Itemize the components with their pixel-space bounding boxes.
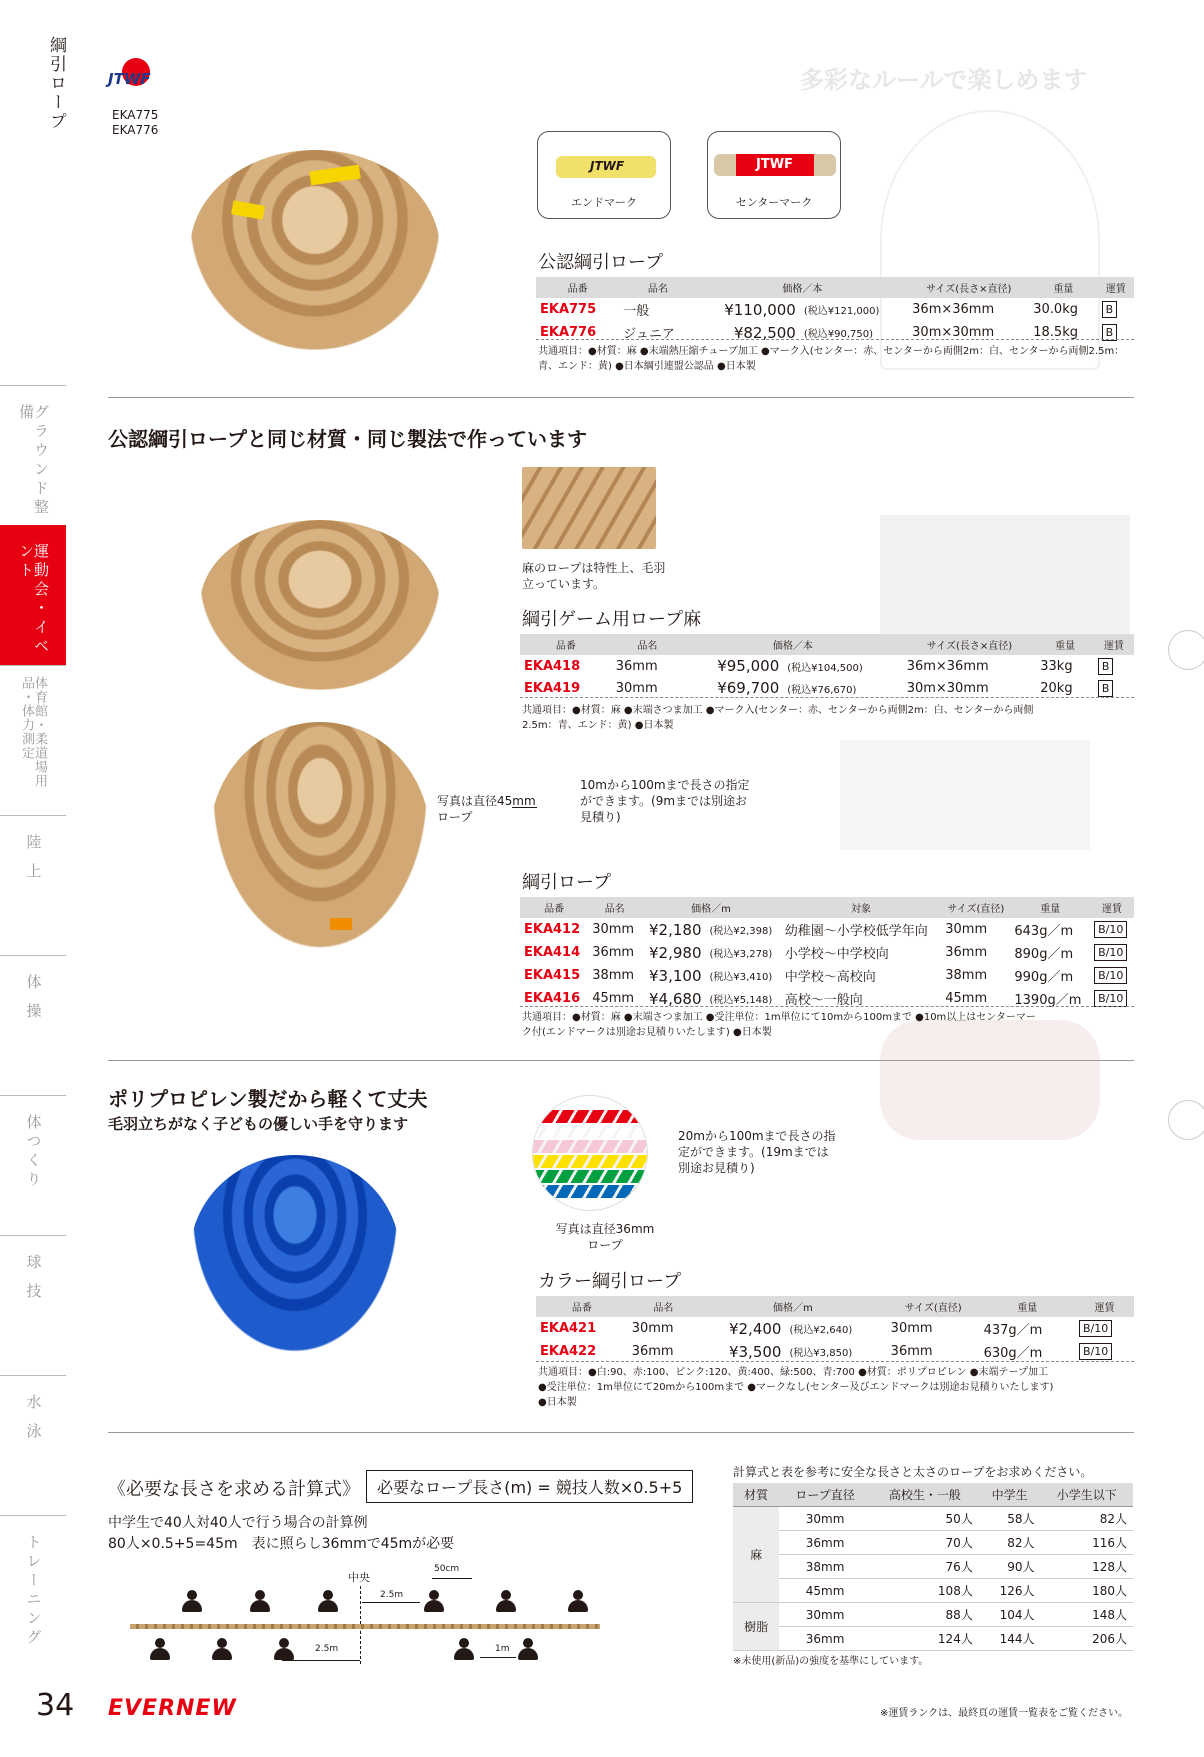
example-line: 中学生で40人対40人で行う場合の計算例 [108, 1515, 368, 1531]
size: 30mm [945, 922, 988, 937]
product-name: 30mm [615, 680, 658, 696]
price: ¥95,000 [717, 657, 780, 675]
dim-label: 1m [495, 1644, 510, 1654]
closeup-caption: 麻のロープは特性上、毛羽立っています。 [522, 561, 666, 591]
freight-rank: B/10 [1079, 1320, 1112, 1337]
length-note: 10mから100mまで長さの指定ができます。(9mまでは別途お見積り) [580, 778, 750, 824]
person-icon [454, 1638, 474, 1660]
col-header: ロープ直径 [779, 1483, 871, 1507]
count-cell: 76人 [871, 1555, 979, 1579]
col-header: 運賃 [1090, 897, 1134, 918]
footer-note: ※運賃ランクは、最終頁の運賃一覧表をご覧ください。 [880, 1708, 1129, 1719]
length-note: 20mから100mまで長さの指定ができます。(19mまでは別途お見積り) [678, 1129, 836, 1175]
weight: 18.5kg [1033, 325, 1078, 340]
tab-label: 陸上 [24, 834, 43, 892]
col-header: 重量 [1036, 634, 1094, 655]
col-header: 品番 [536, 277, 619, 298]
product-name: 一般 [623, 304, 650, 319]
spec-table-color [536, 1296, 1134, 1363]
tape-end [330, 918, 352, 930]
col-header: 品名 [628, 1296, 699, 1317]
common-note: 共通項目：●材質：麻 ●末端さつま加工 ●マーク入(センター：赤、センターから両側2m：白、センターから両側2.5m：青、エンド：黄) ●日本製 [522, 705, 1034, 731]
table-row [536, 321, 1134, 344]
col-header: 小学生以下 [1040, 1483, 1133, 1507]
tax-price: (税込¥2,398) [709, 926, 773, 937]
section-headline: ポリプロピレン製だから軽くて丈夫 [108, 1087, 428, 1111]
col-header: 運賃 [1098, 277, 1134, 298]
col-header: 価格／本 [683, 634, 903, 655]
col-header: 重量 [1010, 897, 1090, 918]
brand-logo: EVERNEW [108, 1696, 237, 1721]
size: 30mm [890, 1321, 933, 1336]
count-cell: 58人 [979, 1507, 1041, 1531]
size: 30m×30mm [912, 325, 995, 340]
weight: 30.0kg [1033, 302, 1078, 317]
count-cell: 70人 [871, 1531, 979, 1555]
price: ¥3,100 [649, 966, 702, 985]
tab-label: トレーニング [24, 1534, 43, 1648]
col-header: 重量 [1029, 277, 1097, 298]
tab-label: 体育館・柔道場用品・体力測定 [19, 676, 47, 788]
price: ¥82,500 [733, 323, 796, 342]
count-cell: 206人 [1040, 1627, 1133, 1651]
col-header: 対象 [781, 897, 942, 918]
divider [536, 339, 1134, 340]
price: ¥2,400 [728, 1319, 782, 1338]
tab-label: 体つくり [24, 1114, 43, 1190]
center-mark-thumb [707, 131, 841, 219]
leader-line [512, 807, 537, 808]
weight: 1390g／m [1014, 993, 1082, 1008]
rope-color-swatch [533, 1125, 648, 1138]
product-name: ジュニア [623, 327, 675, 342]
section-rule [108, 1432, 1134, 1433]
col-header: 価格／本 [697, 277, 909, 298]
table-row [520, 964, 1134, 987]
dim-arrow [432, 1578, 472, 1579]
product-name: 36mm [615, 658, 658, 674]
end-mark-logo: JTWF [590, 159, 625, 173]
count-cell: 82人 [979, 1531, 1041, 1555]
product-code: EKA415 [524, 968, 581, 983]
price: ¥4,680 [649, 989, 702, 1008]
binder-hole [1168, 1100, 1204, 1140]
hemp-rope-45mm-image [210, 722, 430, 952]
tax-price: (税込¥121,000) [803, 306, 880, 317]
count-cell: 90人 [979, 1555, 1041, 1579]
person-icon [496, 1590, 516, 1612]
common-note: 共通項目：●白:90、赤:100、ピンク:120、黄:400、緑:500、青:700 ●材質：ポリプロピレン ●末端テープ加工 ●受注単位：1m単位にて20mから100mまで ●マークなし(センター及びエンドマークは別途お見積りいたします) ●日本製 [538, 1367, 1054, 1408]
count-cell: 124人 [871, 1627, 979, 1651]
freight-rank: B [1098, 658, 1114, 675]
dim-arrow [362, 1602, 420, 1603]
diameter-cell: 36mm [779, 1531, 871, 1555]
formula-box: 必要なロープ長さ(m) = 競技人数×0.5+5 [366, 1470, 693, 1503]
col-header: 品名 [619, 277, 696, 298]
section-subheadline: 毛羽立ちがなく子どもの優しい手を守ります [108, 1115, 409, 1133]
col-header: サイズ(直径) [887, 1296, 980, 1317]
photo-caption: 写真は直径36mmロープ [555, 1222, 655, 1252]
common-note: 共通項目：●材質：麻 ●末端さつま加工 ●受注単位：1m単位にて10mから100mまで ●10m以上はセンターマーク付(エンドマークは別途お見積りいたします) ●日本製 [522, 1012, 1036, 1038]
diameter-cell: 36mm [779, 1627, 871, 1651]
dim-label: 50cm [434, 1564, 460, 1574]
reference-table [733, 1483, 1133, 1651]
diameter-cell: 38mm [779, 1555, 871, 1579]
table-row [733, 1627, 1133, 1651]
section-rule [108, 397, 1134, 398]
table-row [520, 918, 1134, 941]
count-cell: 144人 [979, 1627, 1041, 1651]
size: 36m×36mm [912, 302, 995, 317]
count-cell: 116人 [1040, 1531, 1133, 1555]
col-header: 品番 [520, 897, 588, 918]
reference-footnote: ※未使用(新品)の強度を基準にしています。 [733, 1656, 929, 1667]
rope-color-swatch [533, 1155, 648, 1168]
count-cell: 104人 [979, 1603, 1041, 1627]
tab-label: グラウンド整備 [17, 404, 50, 518]
rope-line [130, 1624, 600, 1629]
product-code: EKA419 [524, 680, 581, 696]
rope-color-swatch [533, 1170, 648, 1183]
weight: 33kg [1040, 658, 1073, 674]
tab-training[interactable] [0, 1515, 66, 1655]
table-row [536, 298, 1134, 321]
table-row [733, 1531, 1133, 1555]
color-rope-samples [532, 1095, 648, 1211]
count-cell: 126人 [979, 1579, 1041, 1603]
tab-gym[interactable] [0, 665, 66, 815]
tab-label: 運動会・イベント [17, 543, 50, 657]
example-line: 80人×0.5+5=45m 表に照らし36mmで45mが必要 [108, 1536, 455, 1552]
col-header: 材質 [733, 1483, 779, 1507]
person-icon [274, 1638, 294, 1660]
product-name: 38mm [592, 968, 635, 983]
size: 38mm [945, 968, 988, 983]
spec-table-official [536, 277, 1134, 344]
end-mark-thumb [537, 131, 671, 219]
table-row [733, 1579, 1133, 1603]
tab-athletics[interactable] [0, 815, 66, 955]
binder-hole [1168, 630, 1204, 670]
weight: 643g／m [1014, 924, 1074, 939]
person-icon [150, 1638, 170, 1660]
product-code: EKA421 [540, 1321, 597, 1336]
count-cell: 88人 [871, 1603, 979, 1627]
table-row [536, 1340, 1134, 1363]
diameter-cell: 45mm [779, 1579, 871, 1603]
material-cell: 麻 [733, 1507, 779, 1603]
tab-ground[interactable] [0, 385, 66, 525]
price: ¥69,700 [717, 679, 780, 697]
weight: 630g／m [983, 1346, 1043, 1361]
price: ¥3,500 [728, 1342, 782, 1361]
tab-label: 球技 [24, 1254, 43, 1312]
end-mark-label: エンドマーク [571, 196, 637, 209]
product-code: EKA775 [540, 302, 597, 317]
col-header: 価格／m [641, 897, 781, 918]
tab-label: 体操 [24, 974, 43, 1032]
tab-ball[interactable] [0, 1235, 66, 1375]
center-mark-logo: JTWF [756, 157, 793, 172]
product-name: 30mm [592, 922, 635, 937]
product-code: EKA776 [540, 325, 597, 340]
target: 小学校〜中学校向 [784, 947, 889, 962]
series-label: 綱引ロープ [46, 36, 66, 131]
code-label: EKA775 [112, 108, 159, 122]
freight-rank: B/10 [1079, 1343, 1112, 1360]
col-header: 品番 [536, 1296, 628, 1317]
freight-rank: B/10 [1094, 944, 1127, 961]
product-name: 36mm [592, 945, 635, 960]
logo-text: JTWF [108, 70, 151, 88]
product-code: EKA422 [540, 1344, 597, 1359]
formula-title: 《必要な長さを求める計算式》 [108, 1479, 360, 1500]
product-title: 公認綱引ロープ [538, 252, 664, 273]
common-note: 共通項目：●材質：麻 ●末端熱圧縮チューブ加工 ●マーク入(センター：赤、センターから両側2m：白、センターから両側2.5m：青、エンド：黄) ●日本綱引連盟公認品 ●日本製 [538, 346, 1125, 372]
col-header: 価格／m [699, 1296, 887, 1317]
freight-rank: B/10 [1094, 990, 1127, 1007]
price: ¥2,180 [649, 920, 702, 939]
target: 幼稚園〜小学校低学年向 [784, 924, 928, 939]
person-icon [318, 1590, 338, 1612]
size: 36mm [945, 945, 988, 960]
weight: 890g／m [1014, 947, 1074, 962]
tab-label: 水泳 [24, 1394, 43, 1452]
jtwf-logo [108, 58, 164, 98]
person-icon [182, 1590, 202, 1612]
code-label: EKA776 [112, 123, 159, 137]
blue-pp-rope-image [190, 1155, 400, 1355]
section-headline: 公認綱引ロープと同じ材質・同じ製法で作っています [108, 427, 587, 451]
product-code: EKA416 [524, 991, 581, 1006]
freight-rank: B [1102, 301, 1118, 318]
person-icon [250, 1590, 270, 1612]
tax-price: (税込¥5,148) [709, 995, 773, 1006]
size: 30m×30mm [906, 680, 989, 696]
rope-color-swatch [533, 1140, 648, 1153]
product-name: 36mm [631, 1344, 674, 1359]
target: 中学校〜高校向 [784, 970, 876, 985]
page-number: 34 [36, 1688, 75, 1723]
dim-arrow [480, 1657, 516, 1658]
count-cell: 148人 [1040, 1603, 1133, 1627]
product-name: 30mm [631, 1321, 674, 1336]
tab-body[interactable] [0, 1095, 66, 1235]
diameter-cell: 30mm [779, 1507, 871, 1531]
product-title: カラー綱引ロープ [538, 1271, 682, 1292]
freight-rank: B [1098, 680, 1114, 697]
price: ¥110,000 [724, 300, 796, 319]
col-header: 品名 [612, 634, 683, 655]
tax-price: (税込¥2,640) [789, 1325, 853, 1336]
table-row [520, 655, 1134, 677]
col-header: 運賃 [1094, 634, 1134, 655]
count-cell: 108人 [871, 1579, 979, 1603]
count-cell: 180人 [1040, 1579, 1133, 1603]
person-icon [568, 1590, 588, 1612]
reference-intro: 計算式と表を参考に安全な長さと太さのロープをお求めください。 [733, 1465, 1093, 1479]
tax-price: (税込¥104,500) [787, 662, 863, 674]
price: ¥2,980 [649, 943, 702, 962]
category-tabs [0, 0, 75, 1757]
product-code: EKA418 [524, 658, 581, 674]
weight: 437g／m [983, 1323, 1043, 1338]
rope-color-swatch [533, 1110, 648, 1123]
freight-rank: B/10 [1094, 921, 1127, 938]
freight-rank: B [1102, 324, 1118, 341]
col-header: 中学生 [979, 1483, 1041, 1507]
person-icon [424, 1590, 444, 1612]
size: 36mm [890, 1344, 933, 1359]
tax-price: (税込¥76,670) [787, 684, 857, 696]
table-row [536, 1317, 1134, 1340]
divider [536, 1361, 1134, 1362]
table-row [520, 941, 1134, 964]
person-icon [212, 1638, 232, 1660]
product-title: 綱引ロープ [522, 872, 612, 893]
col-header: 品番 [520, 634, 612, 655]
weight: 990g／m [1014, 970, 1074, 985]
tab-swim[interactable] [0, 1375, 66, 1515]
product-code: EKA414 [524, 945, 581, 960]
weight: 20kg [1040, 680, 1073, 696]
tax-price: (税込¥90,750) [803, 329, 873, 340]
product-name: 45mm [592, 991, 635, 1006]
spec-table-hemp-game [520, 634, 1134, 699]
tab-sports-day[interactable] [0, 525, 66, 665]
size: 45mm [945, 991, 988, 1006]
tug-of-war-diagram [110, 1564, 600, 1684]
dim-arrow [282, 1660, 360, 1661]
tax-price: (税込¥3,850) [789, 1348, 853, 1359]
material-cell: 樹脂 [733, 1603, 779, 1651]
table-row [733, 1555, 1133, 1579]
tab-gymnastics[interactable] [0, 955, 66, 1095]
photo-caption: 写真は直径45mmロープ [437, 794, 536, 824]
table-row [733, 1507, 1133, 1531]
product-codes [112, 108, 158, 138]
product-code: EKA412 [524, 922, 581, 937]
tax-price: (税込¥3,410) [709, 972, 773, 983]
person-icon [518, 1638, 538, 1660]
table-row [520, 677, 1134, 699]
diameter-cell: 30mm [779, 1603, 871, 1627]
count-cell: 128人 [1040, 1555, 1133, 1579]
dim-label: 2.5m [380, 1590, 404, 1600]
section-rule [108, 1060, 1134, 1061]
col-header: 品名 [588, 897, 641, 918]
ghost-photo [840, 740, 1090, 850]
rope-closeup-image [522, 467, 656, 549]
tax-price: (税込¥3,278) [709, 949, 773, 960]
divider [520, 1006, 1134, 1007]
center-label: 中央 [348, 1571, 370, 1584]
dim-label: 2.5m [315, 1644, 339, 1654]
rope-color-swatch [533, 1185, 648, 1198]
ghost-heading: 多彩なルールで楽しめます [800, 66, 1088, 94]
col-header: 重量 [980, 1296, 1075, 1317]
col-header: 運賃 [1075, 1296, 1134, 1317]
spec-table-rope [520, 897, 1134, 1010]
col-header: サイズ(長さ×直径) [903, 634, 1037, 655]
product-title: 綱引ゲーム用ロープ麻 [522, 609, 702, 630]
col-header: サイズ(直径) [941, 897, 1010, 918]
divider [520, 697, 1134, 698]
freight-rank: B/10 [1094, 967, 1127, 984]
col-header: 高校生・一般 [871, 1483, 979, 1507]
center-mark-label: センターマーク [735, 196, 813, 209]
col-header: サイズ(長さ×直径) [908, 277, 1029, 298]
count-cell: 50人 [871, 1507, 979, 1531]
size: 36m×36mm [906, 658, 989, 674]
count-cell: 82人 [1040, 1507, 1133, 1531]
table-row [733, 1603, 1133, 1627]
hemp-rope-coil-image [200, 520, 440, 690]
target: 高校〜一般向 [784, 993, 863, 1008]
